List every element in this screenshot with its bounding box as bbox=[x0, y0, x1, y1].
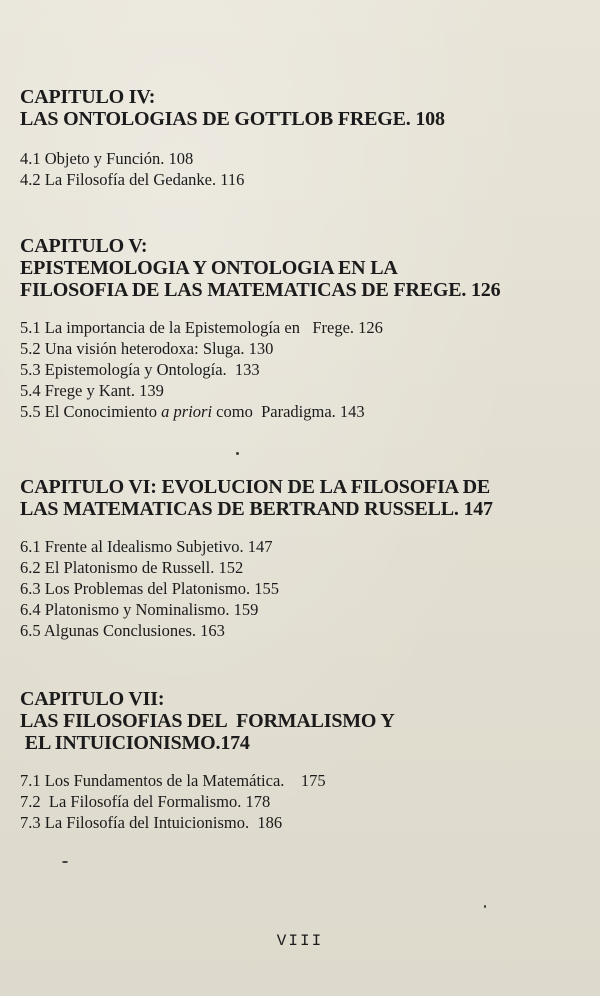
chapter-7 bbox=[20, 688, 580, 833]
chapter-heading-line: CAPITULO VI: EVOLUCION DE LA FILOSOFIA DE bbox=[20, 476, 491, 498]
chapter-heading-line: CAPITULO IV: bbox=[20, 86, 156, 108]
toc-entry: 5.1 La importancia de la Epistemología en Frege. 126 bbox=[20, 318, 383, 337]
chapter-heading-line: FILOSOFIA DE LAS MATEMATICAS DE FREGE. 126 bbox=[20, 279, 501, 301]
entry-text: 5.5 El Conocimiento bbox=[20, 402, 162, 421]
chapter-heading-line: LAS MATEMATICAS DE BERTRAND RUSSELL. 147 bbox=[20, 498, 493, 520]
toc-entry: 6.5 Algunas Conclusiones. 163 bbox=[20, 621, 225, 640]
chapter-heading-line: LAS ONTOLOGIAS DE GOTTLOB FREGE. 108 bbox=[20, 108, 445, 130]
toc-entry: 4.2 La Filosofía del Gedanke. 116 bbox=[20, 170, 245, 189]
toc-entry: 5.2 Una visión heterodoxa: Sluga. 130 bbox=[20, 339, 274, 358]
toc-entry: 4.1 Objeto y Función. 108 bbox=[20, 149, 194, 168]
chapter-6 bbox=[20, 476, 580, 641]
toc-entry: 5.3 Epistemología y Ontología. 133 bbox=[20, 360, 260, 379]
toc-entry: 7.1 Los Fundamentos de la Matemática. 175 bbox=[20, 771, 326, 790]
entry-italic: a priori bbox=[161, 402, 213, 421]
toc-entry: 6.2 El Platonismo de Russell. 152 bbox=[20, 558, 244, 577]
toc-entry: 5.4 Frege y Kant. 139 bbox=[20, 381, 164, 400]
chapter-heading bbox=[20, 235, 580, 301]
paper-speck bbox=[484, 905, 486, 908]
entry-text: como Paradigma. 143 bbox=[212, 402, 365, 421]
paper-speck bbox=[236, 452, 239, 455]
toc-entry: 7.2 La Filosofía del Formalismo. 178 bbox=[20, 792, 271, 811]
toc-entry bbox=[20, 401, 580, 422]
toc-entry: 6.3 Los Problemas del Platonismo. 155 bbox=[20, 579, 279, 598]
chapter-5 bbox=[20, 235, 580, 422]
chapter-heading-line: LAS FILOSOFIAS DEL FORMALISMO Y bbox=[20, 710, 395, 732]
chapter-heading bbox=[20, 476, 580, 520]
toc-entry: 6.1 Frente al Idealismo Subjetivo. 147 bbox=[20, 537, 273, 556]
chapter-heading-line: CAPITULO VII: bbox=[20, 688, 165, 710]
paper-speck bbox=[62, 861, 68, 863]
chapter-heading-line: EL INTUICIONISMO.174 bbox=[20, 732, 250, 754]
chapter-heading-line: CAPITULO V: bbox=[20, 235, 148, 257]
chapter-4 bbox=[20, 86, 580, 190]
toc-entry: 7.3 La Filosofía del Intuicionismo. 186 bbox=[20, 813, 283, 832]
chapter-heading bbox=[20, 688, 580, 754]
toc-entry: 6.4 Platonismo y Nominalismo. 159 bbox=[20, 600, 259, 619]
page-number: VIII bbox=[276, 932, 324, 950]
chapter-heading bbox=[20, 86, 580, 130]
chapter-heading-line: EPISTEMOLOGIA Y ONTOLOGIA EN LA bbox=[20, 257, 398, 279]
